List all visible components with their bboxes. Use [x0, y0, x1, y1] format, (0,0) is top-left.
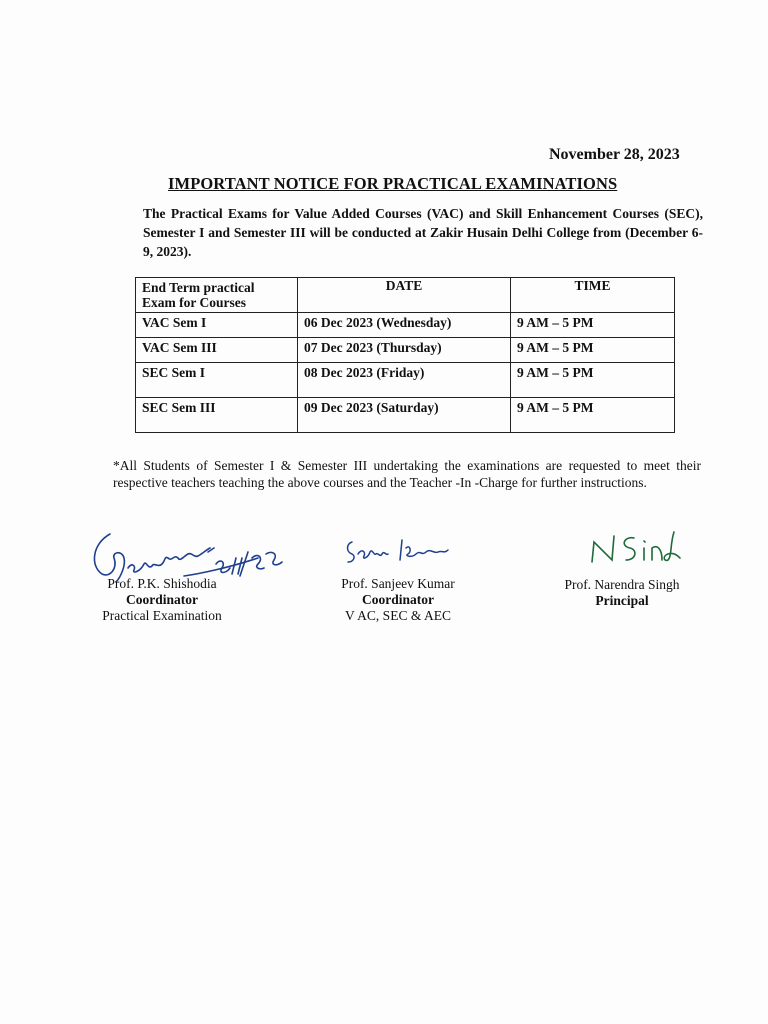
cell-course: SEC Sem I: [136, 363, 298, 398]
table-row: [136, 313, 675, 338]
header-courses: End Term practical Exam for Courses: [136, 278, 298, 313]
signatory-role: Coordinator: [362, 592, 434, 607]
cell-time: 9 AM – 5 PM: [511, 338, 675, 363]
signature-narendra-singh: [588, 528, 688, 570]
cell-date: 09 Dec 2023 (Saturday): [298, 398, 511, 433]
cell-course: SEC Sem III: [136, 398, 298, 433]
signatory-role: Principal: [595, 593, 649, 608]
signatory-block-3: [542, 577, 702, 609]
signatory-role: Coordinator: [126, 592, 198, 607]
table-row: [136, 363, 675, 398]
signatory-block-1: [82, 576, 242, 624]
signatory-name: Prof. Narendra Singh: [564, 577, 680, 592]
notice-intro: The Practical Exams for Value Added Courses (VAC) and Skill Enhancement Courses (SEC), Semester I and Semester III will be conducted at Zakir Husain Delhi College from (December 6- 9, 2023).: [143, 206, 703, 259]
cell-date: 06 Dec 2023 (Wednesday): [298, 313, 511, 338]
exam-schedule-table: [135, 277, 675, 433]
cell-date: 08 Dec 2023 (Friday): [298, 363, 511, 398]
signatory-unit: Practical Examination: [102, 608, 222, 623]
notice-date: November 28, 2023: [549, 146, 680, 163]
cell-time: 9 AM – 5 PM: [511, 313, 675, 338]
cell-date: 07 Dec 2023 (Thursday): [298, 338, 511, 363]
signatory-unit: V AC, SEC & AEC: [345, 608, 451, 623]
table-row: [136, 398, 675, 433]
header-date: DATE: [298, 278, 511, 313]
header-time: TIME: [511, 278, 675, 313]
signatory-name: Prof. P.K. Shishodia: [107, 576, 217, 591]
cell-time: 9 AM – 5 PM: [511, 398, 675, 433]
table-row: [136, 338, 675, 363]
notice-title: IMPORTANT NOTICE FOR PRACTICAL EXAMINATIONS: [168, 174, 618, 193]
students-note: *All Students of Semester I & Semester III undertaking the examinations are requested to meet their respective teachers teaching the above courses and the Teacher -In -Charge for further instructions.: [113, 458, 701, 490]
cell-course: VAC Sem III: [136, 338, 298, 363]
signatory-name: Prof. Sanjeev Kumar: [341, 576, 455, 591]
signatory-block-2: [318, 576, 478, 624]
cell-course: VAC Sem I: [136, 313, 298, 338]
cell-time: 9 AM – 5 PM: [511, 363, 675, 398]
table-header-row: [136, 278, 675, 313]
signature-sanjeev-kumar: [342, 534, 452, 570]
